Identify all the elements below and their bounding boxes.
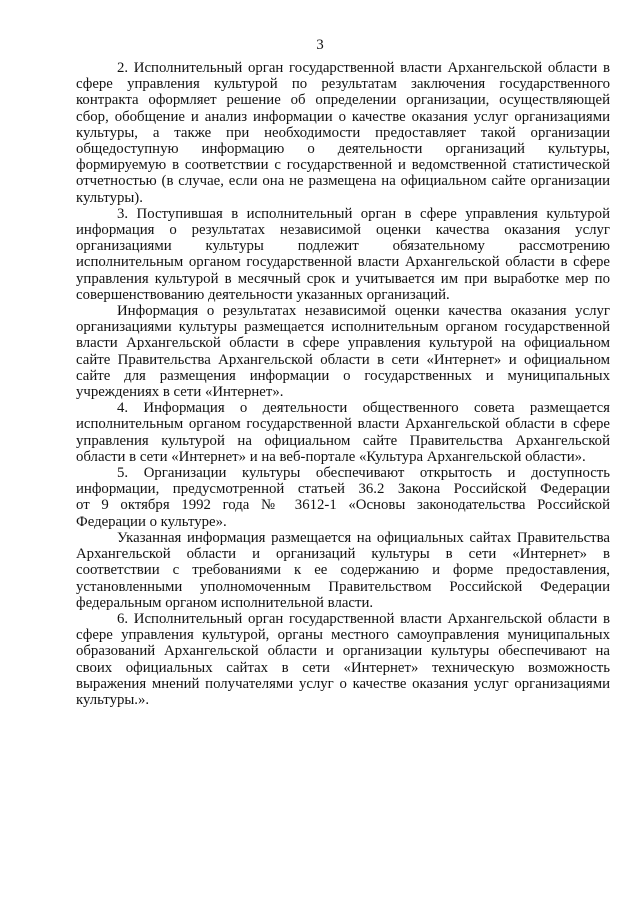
text-line: совершенствованию деятельности указанных организаций. xyxy=(76,286,450,303)
paragraph-6 xyxy=(76,611,610,708)
text-line: соответствии с требованиями к ее содержанию и форме предоставления, xyxy=(76,562,610,579)
text-line: сфере управления культурой по результатам заключения государственного xyxy=(76,76,610,93)
text-line: выражения мнений получателями услуг о качестве оказания услуг организациями xyxy=(76,675,610,692)
text-line: информации, предусмотренной статьей 36.2 Закона Российской Федерации xyxy=(76,481,610,498)
text-line: Федерации о культуре». xyxy=(76,513,227,530)
text-line: власти Архангельской области в сфере управления культурой на официальном xyxy=(76,335,610,352)
paragraph-3-info xyxy=(76,303,610,400)
text-line: 3. Поступившая в исполнительный орган в сфере управления культурой xyxy=(117,205,610,222)
text-line: 2. Исполнительный орган государственной власти Архангельской области в xyxy=(117,60,610,76)
text-line: установленными уполномоченным Правительством Российской Федерации xyxy=(76,578,610,595)
text-line: организациями культуры подлежит обязательному рассмотрению xyxy=(76,238,610,255)
text-line: 6. Исполнительный орган государственной власти Архангельской области в xyxy=(117,610,610,627)
text-line: исполнительным органом государственной власти Архангельской области в сфере xyxy=(76,254,610,271)
text-line: своих официальных сайтах в сети «Интернет» техническую возможность xyxy=(76,659,610,676)
text-line: контракта оформляет решение об определении организации, осуществляющей xyxy=(76,92,610,109)
text-line: от 9 октября 1992 года № 3612-1 «Основы законодательства Российской xyxy=(76,497,610,514)
text-line: формируемую в соответствии с государственной и ведомственной статистической xyxy=(76,157,610,174)
text-line: отчетностью (в случае, если она не размещена на официальном сайте организации xyxy=(76,173,610,190)
text-line: организациями культуры размещается исполнительным органом государственной xyxy=(76,319,610,336)
text-line: сбор, обобщение и анализ информации о качестве оказания услуг организациями xyxy=(76,108,610,125)
text-line: культуры.». xyxy=(76,691,150,708)
paragraph-5-info xyxy=(76,530,610,611)
text-line: культуры). xyxy=(76,189,143,206)
text-line: учреждениях в сети «Интернет». xyxy=(76,384,284,401)
text-line: исполнительным органом государственной власти Архангельской области в сфере xyxy=(76,416,610,433)
document-body xyxy=(76,60,610,708)
text-line: управления культурой на официальном сайте Правительства Архангельской xyxy=(76,432,610,449)
text-line: сайте Правительства Архангельской области в сети «Интернет» и официальном xyxy=(76,351,610,368)
text-line: 5. Организации культуры обеспечивают открытость и доступность xyxy=(117,465,610,482)
page-number: 3 xyxy=(316,37,324,53)
text-line: информация о результатах независимой оценки качества оказания услуг xyxy=(76,222,610,239)
text-line: культуры, а также при необходимости предоставляет такой организации xyxy=(76,124,610,141)
text-line: Информация о результатах независимой оценки качества оказания услуг xyxy=(117,303,610,320)
text-line: Указанная информация размещается на официальных сайтах Правительства xyxy=(117,529,610,546)
text-line: управления культурой в месячный срок и учитывается им при выработке мер по xyxy=(76,270,610,287)
paragraph-3 xyxy=(76,206,610,303)
text-line: сайте для размещения информации о государственных и муниципальных xyxy=(76,367,610,384)
text-line: образований Архангельской области и организации культуры обеспечивают на xyxy=(76,643,610,660)
text-line: общедоступную информацию о деятельности организаций культуры, xyxy=(76,141,610,158)
paragraph-5 xyxy=(76,465,610,530)
paragraph-4 xyxy=(76,400,610,465)
text-line: области в сети «Интернет» и на веб-портале «Культура Архангельской области». xyxy=(76,448,586,465)
paragraph-2 xyxy=(76,60,610,206)
text-line: сфере управления культурой, органы местного самоуправления муниципальных xyxy=(76,627,610,644)
text-line: 4. Информация о деятельности общественного совета размещается xyxy=(117,400,610,417)
text-line: федеральным органом исполнительной власти. xyxy=(76,594,374,611)
text-line: Архангельской области и организаций культуры в сети «Интернет» в xyxy=(76,546,610,563)
